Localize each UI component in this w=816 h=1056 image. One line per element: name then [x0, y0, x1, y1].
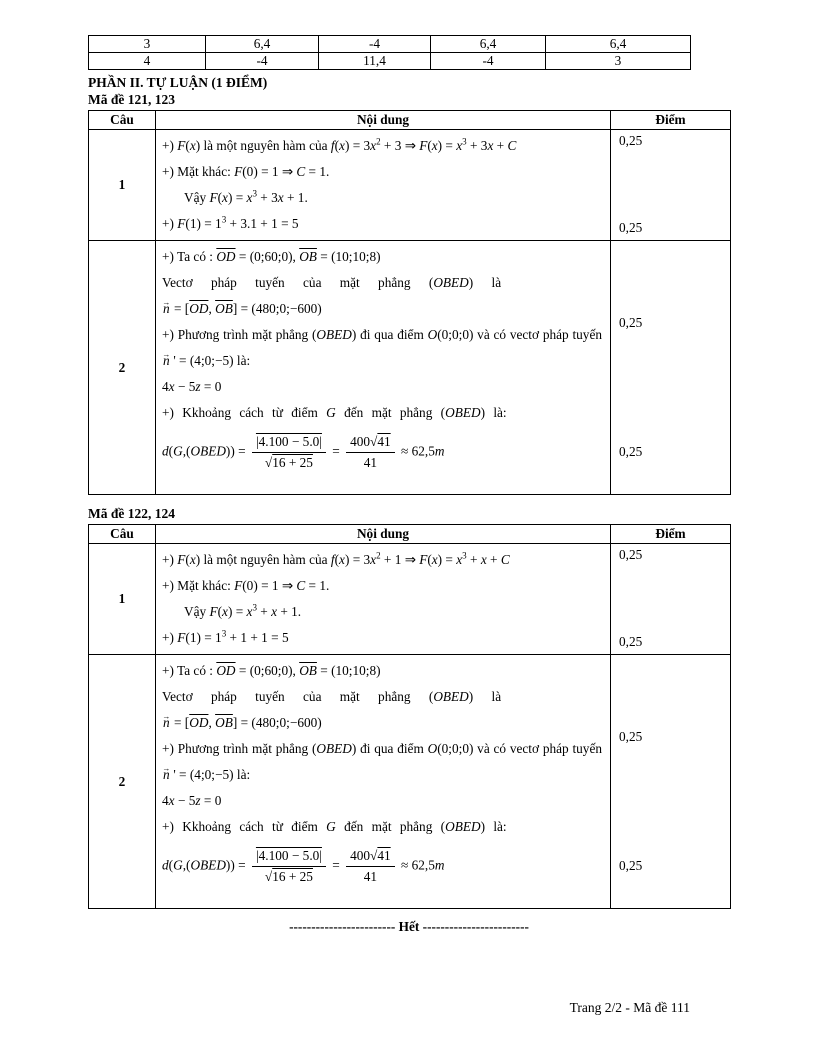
answer-table-2 — [88, 524, 731, 909]
solution-line: +) Kkhoảng cách từ điểm G đến mặt phẳng (OBED) là: — [162, 819, 507, 834]
solution-cell — [156, 655, 611, 909]
end-divider: ------------------------ Hết ------------------------ — [289, 919, 529, 934]
grid-cell: 4 — [89, 53, 206, 70]
header-noidung: Nội dung — [156, 111, 611, 130]
points-value: 0,25 — [619, 220, 643, 235]
solution-line: +) Phương trình mặt phẳng (OBED) đi qua điểm O(0;0;0) và có vectơ pháp tuyến n → ' = (4;0;−5) là: — [162, 736, 602, 788]
section-title: PHẦN II. TỰ LUẬN (1 ĐIỂM) — [88, 75, 268, 90]
header-cau: Câu — [89, 111, 156, 130]
solution-line: n → = [$\overline{OD}$, $\overline{OB}$] = (480;0;−600) — [162, 296, 602, 322]
table-header-row — [89, 525, 731, 544]
solution-line: +) Phương trình mặt phẳng (OBED) đi qua điểm O(0;0;0) và có vectơ pháp tuyến n → ' = (4;0;−5) là: — [162, 322, 602, 374]
solution-cell — [156, 130, 611, 241]
solution-line: +) $F(1) = 1^3 + 3.1 + 1 = 5$ — [162, 214, 299, 231]
solution-line: 4x − 5z = 0 — [162, 379, 222, 394]
header-diem: Điểm — [611, 525, 731, 544]
answer-table-1 — [88, 110, 731, 495]
grid-cell: 6,4 — [206, 36, 319, 53]
points-value: 0,25 — [619, 729, 643, 744]
points-value: 0,25 — [619, 547, 643, 562]
points-value: 0,25 — [619, 315, 643, 330]
points-value: 0,25 — [619, 858, 643, 873]
header-cau: Câu — [89, 525, 156, 544]
points-cell — [611, 544, 731, 655]
solution-line: Vectơ pháp tuyến của mặt phẳng (OBED) là — [162, 275, 502, 290]
solution-line: n → = [$\overline{OD}$, $\overline{OB}$] = (480;0;−600) — [162, 710, 602, 736]
grid-cell: -4 — [206, 53, 319, 70]
table-row — [89, 544, 731, 655]
question-number: 1 — [89, 130, 156, 241]
table-header-row — [89, 111, 731, 130]
solution-line: +) Ta có : $\overline{OD}$ = (0;60;0), $\overline{OB}$ = (10;10;8) — [162, 249, 381, 264]
table-row — [89, 241, 731, 495]
grid-cell: -4 — [431, 53, 546, 70]
solution-line: Vậy $F(x) = x^3 + x + 1$. — [184, 602, 302, 619]
question-number: 1 — [89, 544, 156, 655]
points-value: 0,25 — [619, 444, 643, 459]
solution-cell — [156, 241, 611, 495]
grid-cell: 3 — [89, 36, 206, 53]
table-row — [89, 130, 731, 241]
table-row — [89, 53, 691, 70]
solution-line: +) Mặt khác: F(0) = 1 ⇒ C = 1. — [162, 578, 330, 593]
answer-grid-table — [88, 35, 691, 70]
points-cell — [611, 655, 731, 909]
page-number: Trang 2/2 - Mã đề 111 — [569, 1000, 690, 1015]
grid-cell: 3 — [546, 53, 691, 70]
points-cell — [611, 130, 731, 241]
solution-line: 4x − 5z = 0 — [162, 793, 222, 808]
question-number: 2 — [89, 241, 156, 495]
points-value: 0,25 — [619, 634, 643, 649]
solution-line: +) Mặt khác: F(0) = 1 ⇒ C = 1. — [162, 164, 330, 179]
question-number: 2 — [89, 655, 156, 909]
grid-cell: -4 — [319, 36, 431, 53]
table-row — [89, 36, 691, 53]
exam-code-label-1: Mã đề 121, 123 — [88, 92, 175, 107]
header-noidung: Nội dung — [156, 525, 611, 544]
header-diem: Điểm — [611, 111, 731, 130]
grid-cell: 11,4 — [319, 53, 431, 70]
exam-code-label-2: Mã đề 122, 124 — [88, 506, 175, 521]
solution-line: +) Kkhoảng cách từ điểm G đến mặt phẳng (OBED) là: — [162, 405, 507, 420]
table-row — [89, 655, 731, 909]
solution-line: +) $F(1) = 1^3 + 1 + 1 = 5$ — [162, 628, 289, 645]
solution-formula: d(G,(OBED)) = $\frac{|4.100 - 5.0|}{√16 + 25}$ = $\frac{400√41}{41}$ ≈ 62,5m — [162, 848, 445, 884]
solution-cell — [156, 544, 611, 655]
solution-line: Vectơ pháp tuyến của mặt phẳng (OBED) là — [162, 689, 502, 704]
points-cell — [611, 241, 731, 495]
solution-formula: d(G,(OBED)) = $\frac{|4.100 - 5.0|}{√16 + 25}$ = $\frac{400√41}{41}$ ≈ 62,5m — [162, 434, 445, 470]
solution-line: +) F(x) là một nguyên hàm của $f(x) = 3x^2 + 1$ ⇒ $F(x) = x^3 + x + C$ — [162, 550, 510, 567]
solution-line: Vậy $F(x) = x^3 + 3x + 1$. — [184, 188, 308, 205]
grid-cell: 6,4 — [546, 36, 691, 53]
points-value: 0,25 — [619, 133, 643, 148]
solution-line: +) Ta có : $\overline{OD}$ = (0;60;0), $\overline{OB}$ = (10;10;8) — [162, 663, 381, 678]
grid-cell: 6,4 — [431, 36, 546, 53]
solution-line: +) F(x) là một nguyên hàm của $f(x) = 3x^2 + 3$ ⇒ $F(x) = x^3 + 3x + C$ — [162, 136, 517, 153]
